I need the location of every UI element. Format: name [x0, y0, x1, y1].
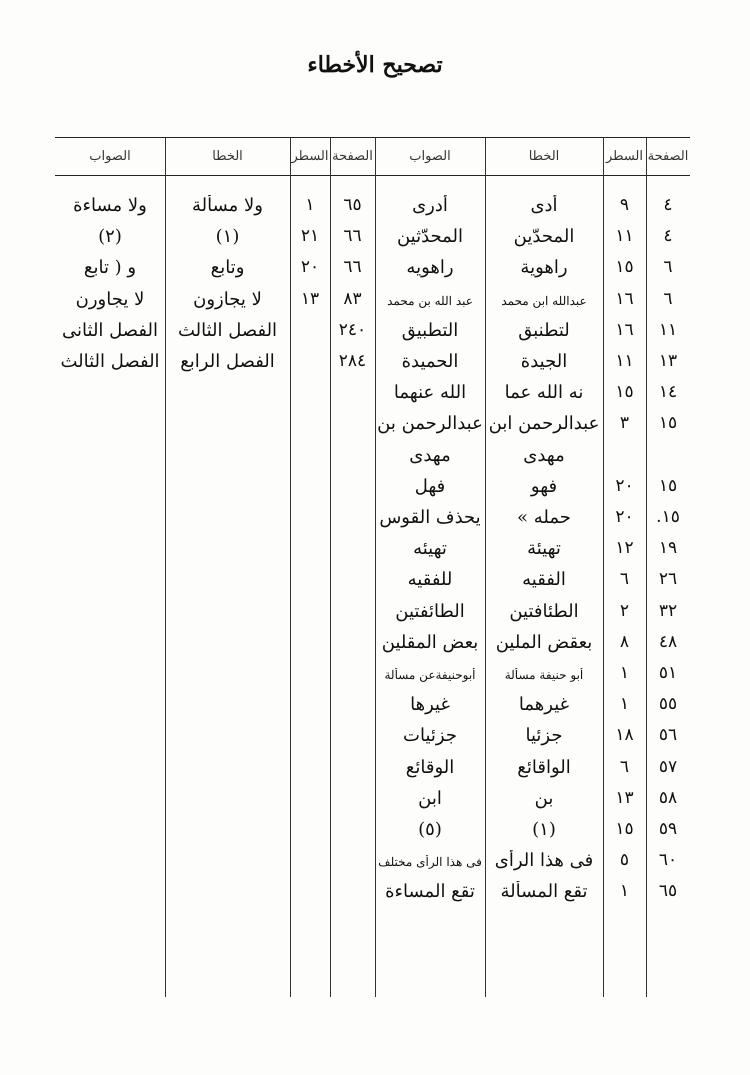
right-header-line: السطر [605, 149, 643, 164]
right-cell-page: ٦ [663, 257, 673, 278]
right-cell-correction: فهل [414, 475, 446, 497]
right-cell-error: راهوية [520, 257, 568, 279]
right-cell-line: ٢ [619, 600, 630, 621]
right-cell-line: ٣ [619, 413, 630, 434]
right-cell-line: ١٥ [615, 382, 634, 403]
right-cell-error: المحدّين [513, 226, 575, 248]
right-cell-page: ٥٩ [658, 819, 678, 839]
left-cell-error: (١) [215, 226, 240, 248]
left-cell-page: ٦٦ [343, 226, 362, 247]
left-cell-error: الفصل الرابع [180, 351, 275, 372]
right-cell-line: ١٣ [615, 787, 634, 808]
left-cell-page: ٦٦ [343, 257, 362, 278]
right-cell-line: ١٦ [615, 319, 634, 340]
right-cell-page: ٥٦ [658, 725, 678, 746]
right-cell-line: ١ [619, 694, 630, 715]
errata-table [55, 137, 690, 997]
right-cell-error: جزئيا [525, 725, 563, 747]
right-cell-correction: عبد الله بن محمد [387, 293, 473, 308]
right-cell-correction: عبدالرحمن بن [377, 413, 483, 435]
right-cell-page: ٥٧ [658, 756, 678, 777]
right-cell-error: أدى [530, 195, 558, 216]
right-cell-error: نه الله عما [504, 382, 584, 404]
right-cell-page: ١٥ [658, 413, 678, 434]
left-cell-correction: الفصل الثالث [60, 351, 160, 372]
right-cell-correction: التطبيق [401, 319, 459, 341]
right-cell-error: حمله » [517, 507, 571, 528]
right-cell-error: فهو [530, 475, 558, 497]
right-cell-line: ٢٠ [615, 475, 634, 496]
left-cell-line: ٢٠ [300, 257, 320, 278]
right-cell-line: ٨ [619, 631, 630, 652]
right-cell-page: ١٥ [658, 475, 678, 496]
right-cell-page: ٣٢ [658, 600, 678, 621]
right-cell-line: ٦ [619, 569, 630, 590]
left-cell-correction: ولا مساءة [73, 195, 147, 216]
right-cell-line: ٩ [619, 195, 630, 215]
right-cell-page: ١٥. [656, 507, 680, 527]
right-cell-line: ١١ [615, 226, 634, 247]
left-cell-error: الفصل الثالث [177, 319, 278, 341]
left-cell-page: ٢٤٠ [338, 319, 367, 340]
left-cell-correction: لا يجاورن [75, 288, 145, 310]
right-cell-error: عبدالرحمن ابن [488, 413, 600, 435]
right-cell-error: الواقائع [517, 756, 571, 778]
right-cell-line: ١٨ [615, 725, 634, 746]
right-cell-error: بن [534, 787, 554, 809]
right-cell-page: ٥٥ [658, 694, 678, 715]
right-cell-line: ٥ [619, 850, 630, 871]
right-header-page: الصفحة [647, 149, 689, 164]
left-cell-correction: (٢) [98, 226, 122, 248]
right-cell-page: ٦ [663, 288, 673, 309]
right-cell-error: بعقض الملين [495, 631, 593, 653]
left-cell-error: ولا مسألة [192, 195, 263, 216]
right-cell-line: ١٥ [615, 819, 634, 839]
right-cell-page: ١٤ [658, 382, 678, 403]
right-cell-page: ١١ [658, 319, 678, 340]
left-cell-error: لا يجازون [193, 288, 262, 310]
left-header-error: الخطأ [212, 149, 243, 164]
left-cell-page: ٦٥ [343, 195, 362, 215]
left-cell-correction: و ( تابع [83, 257, 137, 279]
right-cell-correction: ابن [418, 787, 442, 809]
right-cell-correction: غيرها [410, 694, 450, 716]
right-cell-error: الطئافتين [509, 600, 579, 622]
left-cell-page: ٨٣ [343, 288, 362, 309]
right-cell-correction: (٥) [418, 819, 442, 840]
right-cell-correction: الله عنهما [393, 382, 467, 404]
right-cell-correction: أدرى [412, 195, 448, 216]
right-cell-correction: تقع المساءة [385, 881, 475, 903]
top-rule [55, 137, 690, 138]
right-cell-line: ١ [619, 663, 630, 683]
right-cell-correction: للفقيه [407, 569, 453, 591]
right-header-correction: الصواب [409, 149, 451, 164]
right-cell-correction: أبوحنيفةعن مسألة [384, 668, 476, 682]
right-cell-correction: جزئيات [403, 725, 457, 747]
right-cell-page: ٥٨ [658, 787, 678, 808]
right-cell-page: ٦٥ [658, 881, 678, 902]
right-cell-line: ٦ [619, 756, 630, 777]
right-cell-error: لتطنبق [518, 319, 570, 341]
right-cell-correction: تهيئه [413, 538, 447, 560]
right-cell-correction: بعض المقلين [381, 631, 479, 653]
right-cell-error: فى هذا الرأى [494, 850, 594, 872]
left-header-correction: الصواب [89, 149, 131, 164]
page-title: تصحيح الأخطاء [307, 52, 443, 78]
right-cell-line: ١٦ [615, 288, 634, 309]
right-cell-page: ٦٠ [658, 850, 678, 871]
right-cell-correction: مهدى [409, 444, 451, 466]
left-cell-line: ١ [305, 195, 315, 215]
right-cell-error: أبو حنيفة مسألة [504, 668, 584, 682]
left-cell-correction: الفصل الثانى [62, 319, 158, 341]
left-cell-line: ٢١ [300, 226, 320, 247]
right-cell-line: ١٥ [615, 257, 634, 278]
right-cell-error: الجيدة [520, 351, 568, 372]
right-header-error: الخطأ [528, 149, 560, 164]
right-cell-correction: الحميدة [401, 351, 459, 372]
left-cell-page: ٢٨٤ [338, 351, 367, 371]
right-cell-page: ٤ [663, 226, 673, 247]
left-header-page: الصفحة [332, 149, 373, 164]
right-cell-page: ١٣ [658, 351, 678, 371]
right-cell-correction: الوقائع [405, 756, 455, 778]
right-cell-page: ٤ [663, 195, 673, 215]
left-header-line: السطر [291, 149, 329, 164]
header-rule [55, 175, 690, 176]
right-cell-error: (١) [532, 819, 556, 840]
right-cell-error: تقع المسألة [500, 881, 588, 903]
right-cell-correction: فى هذا الرأى مختلف [378, 855, 482, 870]
right-cell-error: تهيئة [527, 538, 561, 560]
right-cell-page: ٢٦ [658, 569, 678, 590]
right-cell-line: ١٢ [615, 538, 634, 559]
right-cell-page: ١٩ [658, 538, 678, 559]
right-cell-line: ٢٠ [615, 507, 634, 527]
right-cell-page: ٤٨ [658, 631, 678, 652]
right-cell-error: غيرهما [518, 694, 570, 716]
right-cell-correction: يحذف القوس [379, 507, 481, 528]
left-cell-line: ١٣ [300, 288, 320, 309]
right-cell-correction: المحدّثين [396, 226, 464, 248]
right-cell-line: ١ [619, 881, 630, 902]
left-cell-error: وتابع [210, 257, 245, 279]
right-cell-page: ٥١ [658, 663, 678, 683]
right-cell-error: عبدالله ابن محمد [501, 293, 587, 308]
right-cell-error: مهدى [523, 444, 565, 466]
right-cell-line: ١١ [615, 351, 634, 371]
right-cell-correction: الطائفتين [395, 600, 465, 622]
right-cell-error: الفقيه [522, 569, 566, 591]
right-cell-correction: راهويه [406, 257, 454, 279]
